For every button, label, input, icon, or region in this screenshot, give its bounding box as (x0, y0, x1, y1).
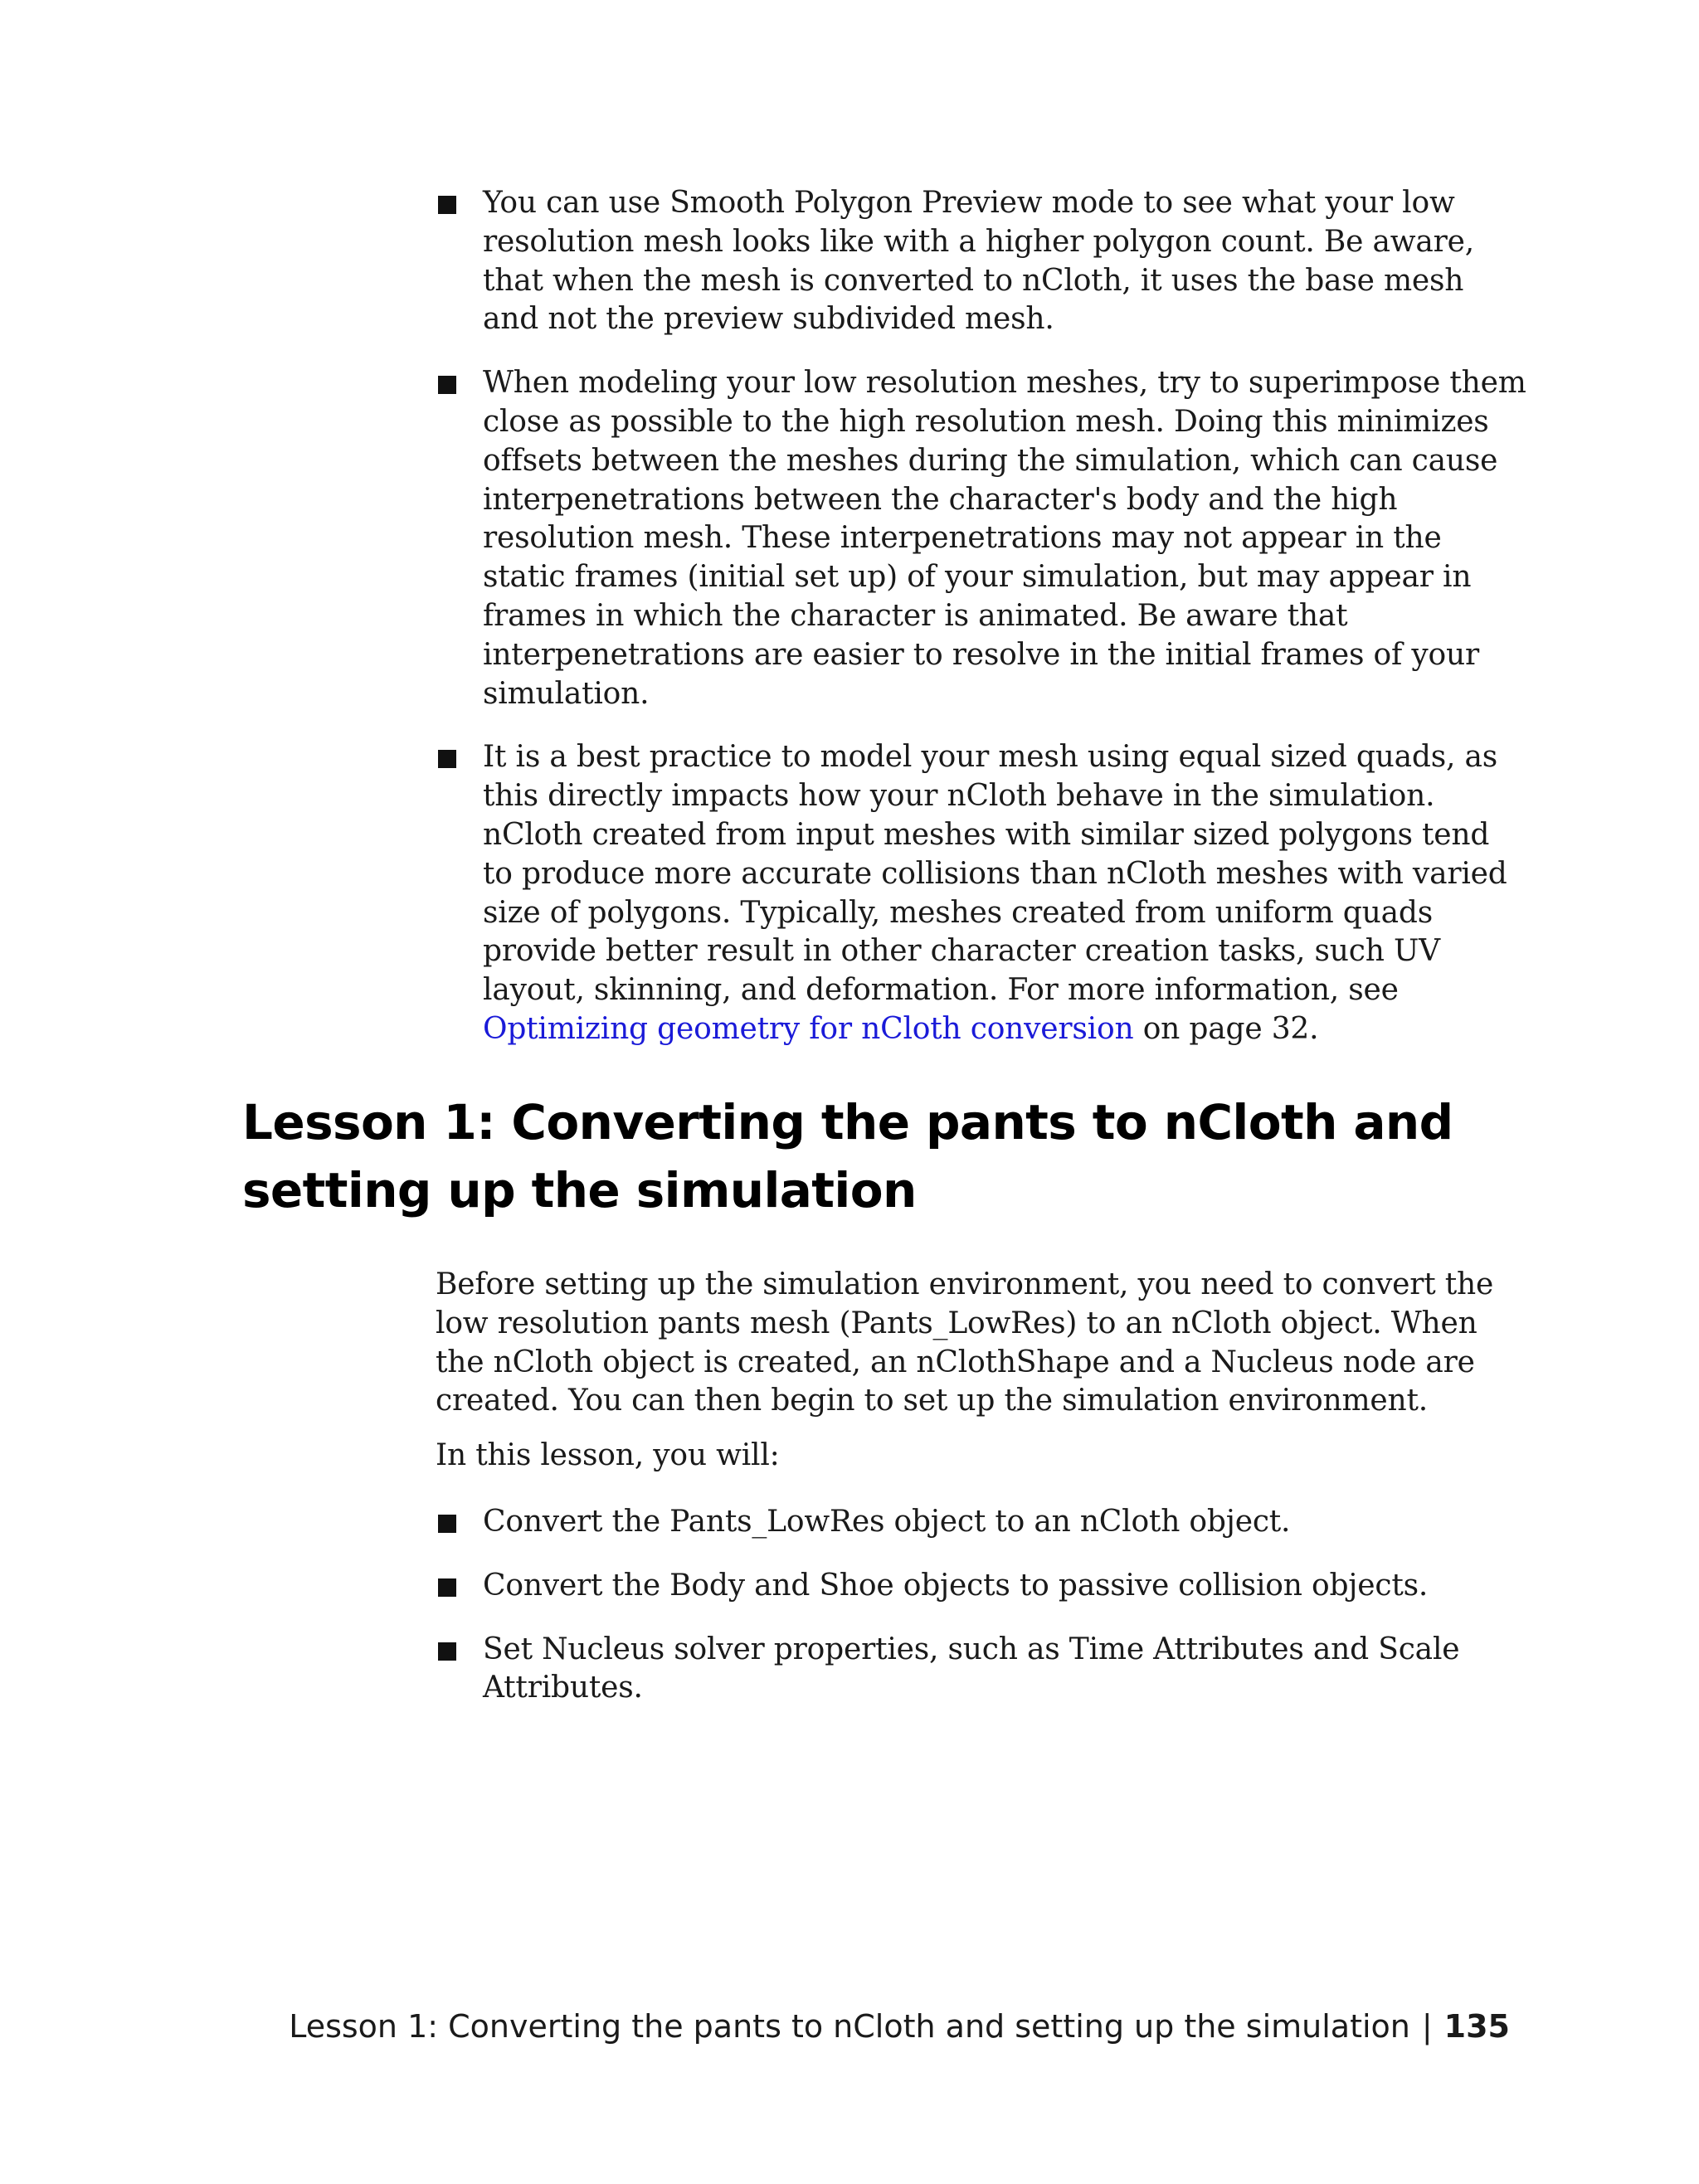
lesson-heading: Lesson 1: Converting the pants to nCloth and setting up the simulation (242, 1094, 1453, 1218)
lesson-bullet-list (431, 1503, 1526, 1733)
bullet-text: Convert the Body and Shoe objects to passive collision objects. (483, 1568, 1429, 1603)
optimizing-geometry-link[interactable]: Optimizing geometry for nCloth conversion (483, 1011, 1134, 1046)
list-item (431, 1567, 1526, 1606)
square-bullet-icon (438, 376, 456, 394)
footer-title: Lesson 1: Converting the pants to nCloth and setting up the simulation (289, 2008, 1410, 2045)
bullet-text: Convert the Pants_LowRes object to an nCloth object. (483, 1505, 1291, 1539)
list-item (431, 1631, 1526, 1709)
square-bullet-icon (438, 1642, 456, 1661)
lead-in-text: In this lesson, you will: (436, 1438, 780, 1472)
square-bullet-icon (438, 1515, 456, 1533)
square-bullet-icon (438, 750, 456, 768)
list-item (431, 1503, 1526, 1542)
square-bullet-icon (438, 1578, 456, 1597)
tips-bullet-list (431, 184, 1526, 1074)
footer-separator: | (1421, 2008, 1433, 2045)
bullet-text: You can use Smooth Polygon Preview mode to see what your low resolution mesh looks like with a higher polygon count. Be aware, that when the mesh is converted to nCloth, it uses the base mesh and not the preview subdivided mesh. (483, 186, 1474, 337)
bullet-text: It is a best practice to model your mesh using equal sized quads, as this directly impacts how your nCloth behave in the simulation. nCloth created from input meshes with similar sized polygons tend to produce more accurate collisions than nCloth meshes with varied size of polygons. Typically, meshes created from uniform quads provide better result in other character creation tasks, such UV layout, skinning, and deformation. For more information, see (483, 740, 1507, 1008)
page-footer (289, 2007, 1510, 2045)
list-item (431, 738, 1526, 1048)
list-item (431, 364, 1526, 713)
page-number: 135 (1443, 2008, 1510, 2045)
list-item (431, 184, 1526, 339)
square-bullet-icon (438, 196, 456, 214)
intro-paragraph: Before setting up the simulation environment, you need to convert the low resolution pants mesh (Pants_LowRes) to an nCloth object. When the nCloth object is created, an nClothShape and a Nucleus node are created. You can then begin to set up the simulation environment. (436, 1267, 1494, 1418)
bullet-text-suffix: on page 32. (1133, 1011, 1319, 1046)
bullet-text: Set Nucleus solver properties, such as Time Attributes and Scale Attributes. (483, 1632, 1460, 1705)
bullet-text: When modeling your low resolution meshes, try to superimpose them close as possible to the high resolution mesh. Doing this minimizes offsets between the meshes during the simulation, which can cause interpenetrations between the character's body and the high resolution mesh. These interpenetrations may not appear in the static frames (initial set up) of your simulation, but may appear in frames in which the character is animated. Be aware that interpenetrations are easier to resolve in the initial frames of your simulation. (483, 366, 1526, 711)
